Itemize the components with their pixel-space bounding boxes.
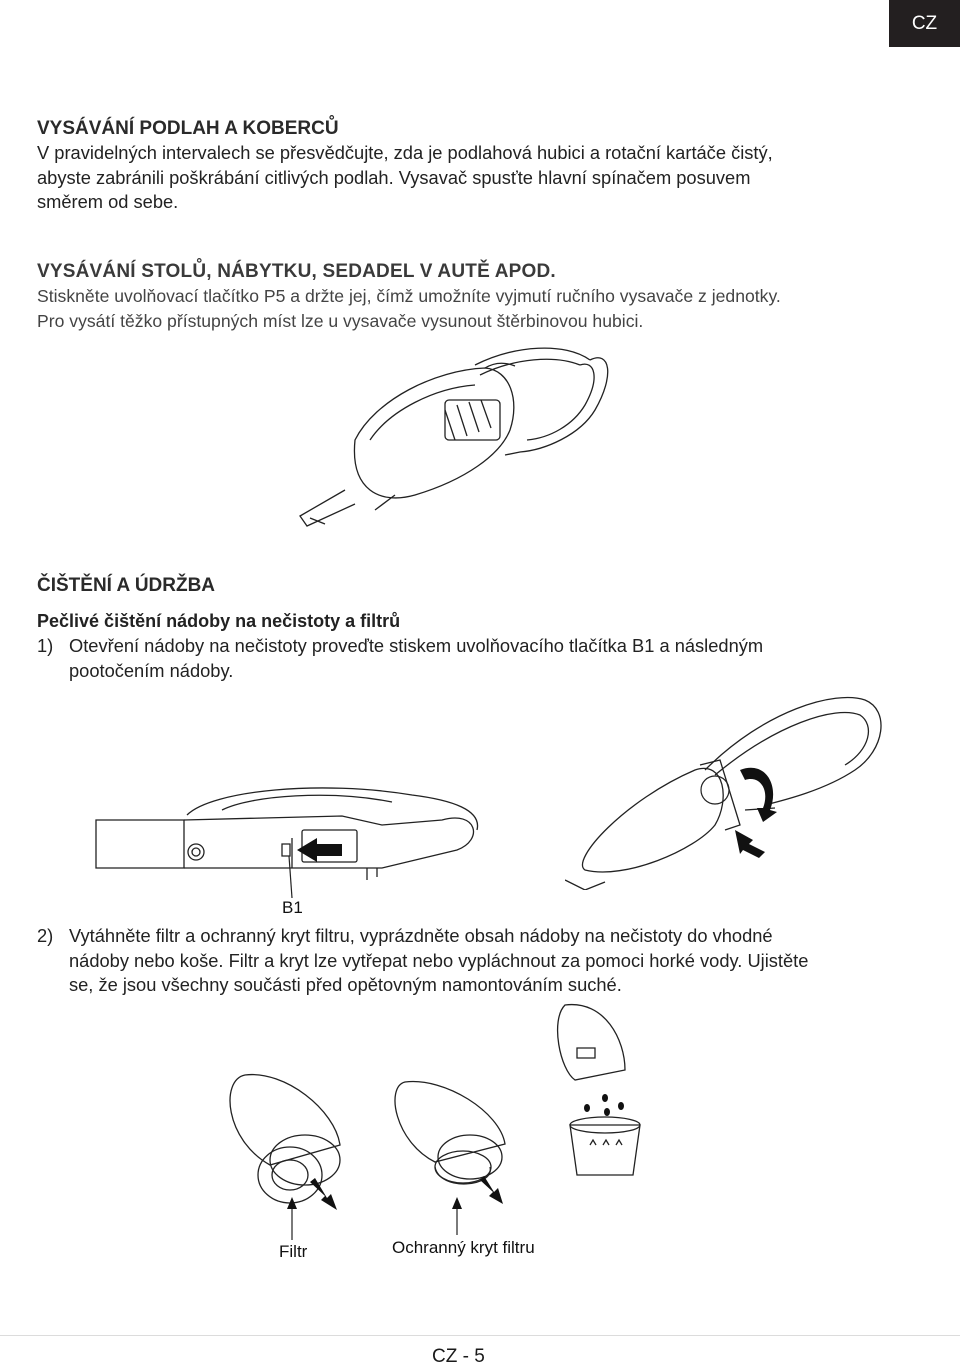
step-line: pootočením nádoby. bbox=[69, 659, 234, 681]
section-title: VYSÁVÁNÍ STOLŮ, NÁBYTKU, SEDADEL V AUTĚ APOD. bbox=[37, 261, 556, 282]
label-filter: Filtr bbox=[279, 1242, 308, 1261]
vacuum-side-view-b1-illustration bbox=[92, 780, 487, 900]
vacuum-container-rotation-illustration bbox=[565, 690, 885, 890]
step-2 bbox=[37, 924, 917, 998]
paragraph-line: Stiskněte uvolňovací tlačítko P5 a držte jej, čímž umožníte vyjmutí ručního vysavače z jednotky. bbox=[37, 286, 781, 306]
step-1 bbox=[37, 634, 917, 683]
step-line: Otevření nádoby na nečistoty proveďte stiskem uvolňovacího tlačítka B1 a následným bbox=[69, 635, 764, 656]
footer-divider bbox=[0, 1335, 960, 1336]
section-cleaning-maintenance bbox=[37, 573, 917, 598]
step-line: nádoby nebo koše. Filtr a kryt lze vytřepat nebo vypláchnout za pomoci horké vody. Ujistěte bbox=[69, 949, 809, 971]
container-emptying-illustration bbox=[545, 1000, 655, 1180]
filter-cover-removal-illustration bbox=[385, 1072, 525, 1212]
step-line: se, že jsou všechny součásti před opětovným namontováním suché. bbox=[69, 974, 622, 995]
cleaning-step-2 bbox=[37, 924, 917, 998]
section-floor-vacuuming bbox=[37, 116, 917, 215]
label-b1: B1 bbox=[282, 898, 303, 917]
section-title: VYSÁVÁNÍ PODLAH A KOBERCŮ bbox=[37, 118, 339, 139]
cleaning-steps bbox=[37, 609, 917, 683]
subsection-title: Pečlivé čištění nádoby na nečistoty a filtrů bbox=[37, 611, 401, 631]
page-number: CZ - 5 bbox=[432, 1346, 485, 1367]
paragraph-line: směrem od sebe. bbox=[37, 191, 179, 212]
paragraph-line: Pro vysátí těžko přístupných míst lze u vysavače vysunout štěrbinovou hubici. bbox=[37, 310, 644, 331]
filter-removal-illustration bbox=[215, 1070, 355, 1210]
step-line: Vytáhněte filtr a ochranný kryt filtru, vyprázdněte obsah nádoby na nečistoty do vhodné bbox=[69, 925, 773, 946]
paragraph-line: V pravidelných intervalech se přesvědčujte, zda je podlahová hubici a rotační kartáče čistý, bbox=[37, 142, 773, 163]
language-badge: CZ bbox=[889, 0, 960, 47]
section-furniture-vacuuming bbox=[37, 259, 917, 333]
label-filter-cover: Ochranný kryt filtru bbox=[392, 1238, 535, 1257]
section-title: ČIŠTĚNÍ A ÚDRŽBA bbox=[37, 575, 216, 596]
paragraph-line: abyste zabránili poškrábání citlivých podlah. Vysavač spusťte hlavní spínačem posuvem bbox=[37, 166, 751, 188]
step-number: 2) bbox=[37, 925, 54, 946]
step-number: 1) bbox=[37, 635, 54, 656]
handheld-vacuum-crevice-illustration bbox=[295, 340, 625, 530]
